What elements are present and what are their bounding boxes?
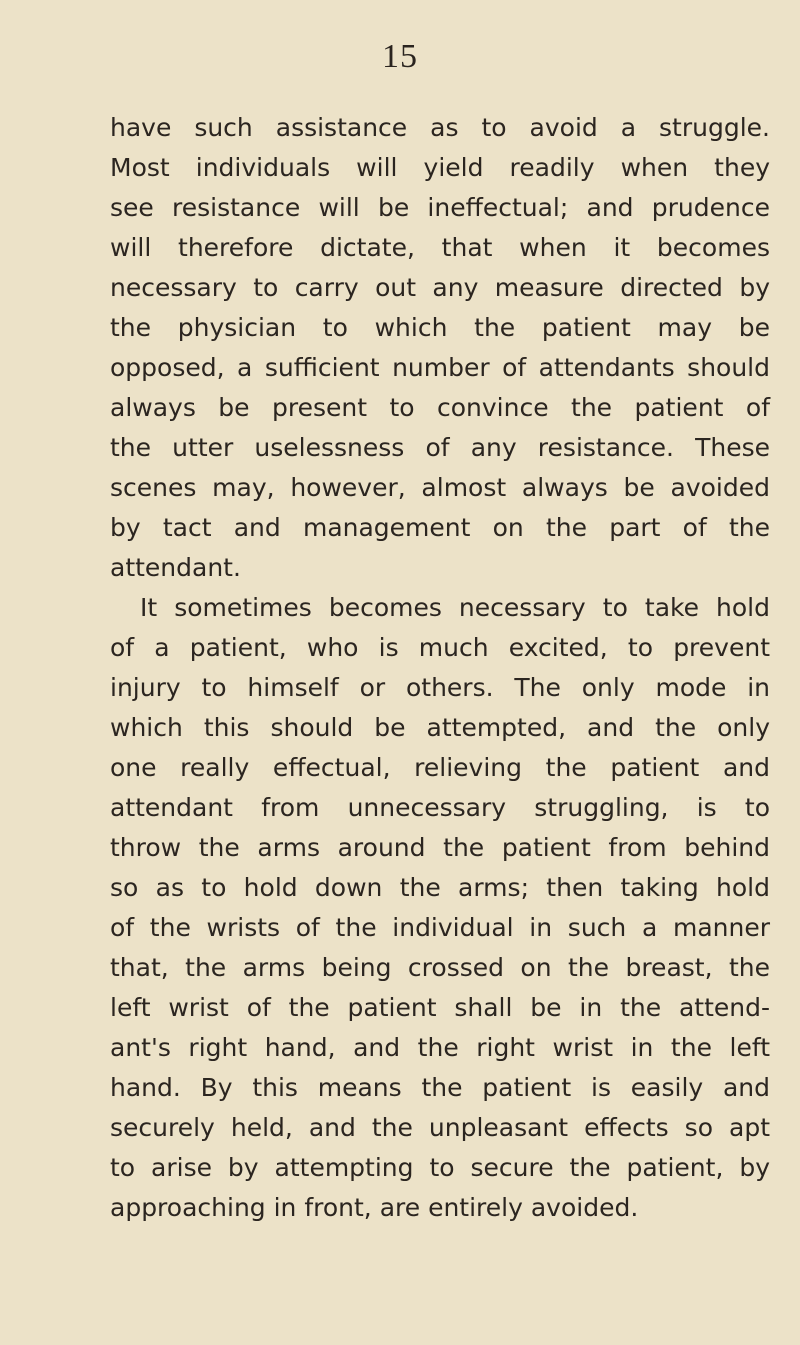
text-line: see resistance will be ineffectual; and prudence [110, 193, 770, 222]
text-line: approaching in front, are entirely avoided. [110, 1193, 639, 1222]
text-line: always be present to convince the patient of [110, 393, 770, 422]
page-number: 15 [382, 38, 418, 75]
text-line: left wrist of the patient shall be in the attend- [110, 993, 770, 1022]
text-line: so as to hold down the arms; then taking hold [110, 873, 770, 902]
text-line: attendant. [110, 553, 241, 582]
text-line: opposed, a sufficient number of attendants should [110, 353, 770, 382]
paragraph [110, 588, 770, 1228]
text-line: scenes may, however, almost always be avoided [110, 473, 770, 502]
text-line: the utter uselessness of any resistance. These [110, 433, 770, 462]
text-line: that, the arms being crossed on the breast, the [110, 953, 770, 982]
text-line: hand. By this means the patient is easily and [110, 1073, 770, 1102]
text-line: It sometimes becomes necessary to take hold [140, 593, 770, 622]
text-line: ant's right hand, and the right wrist in the left [110, 1033, 770, 1062]
text-line: which this should be attempted, and the only [110, 713, 770, 742]
text-line: have such assistance as to avoid a struggle. [110, 113, 770, 142]
text-line: securely held, and the unpleasant effects so apt [110, 1113, 770, 1142]
text-line: by tact and management on the part of the [110, 513, 770, 542]
text-line: necessary to carry out any measure directed by [110, 273, 770, 302]
text-line: the physician to which the patient may be [110, 313, 770, 342]
text-line: throw the arms around the patient from behind [110, 833, 770, 862]
text-line: of the wrists of the individual in such a manner [110, 913, 770, 942]
paragraph [110, 108, 770, 588]
text-line: of a patient, who is much excited, to prevent [110, 633, 770, 662]
text-line: will therefore dictate, that when it becomes [110, 233, 770, 262]
text-line: injury to himself or others. The only mode in [110, 673, 770, 702]
body-text [110, 108, 770, 1228]
text-line: to arise by attempting to secure the patient, by [110, 1153, 770, 1182]
text-line: attendant from unnecessary struggling, is to [110, 793, 770, 822]
text-line: one really effectual, relieving the patient and [110, 753, 770, 782]
text-line: Most individuals will yield readily when they [110, 153, 770, 182]
